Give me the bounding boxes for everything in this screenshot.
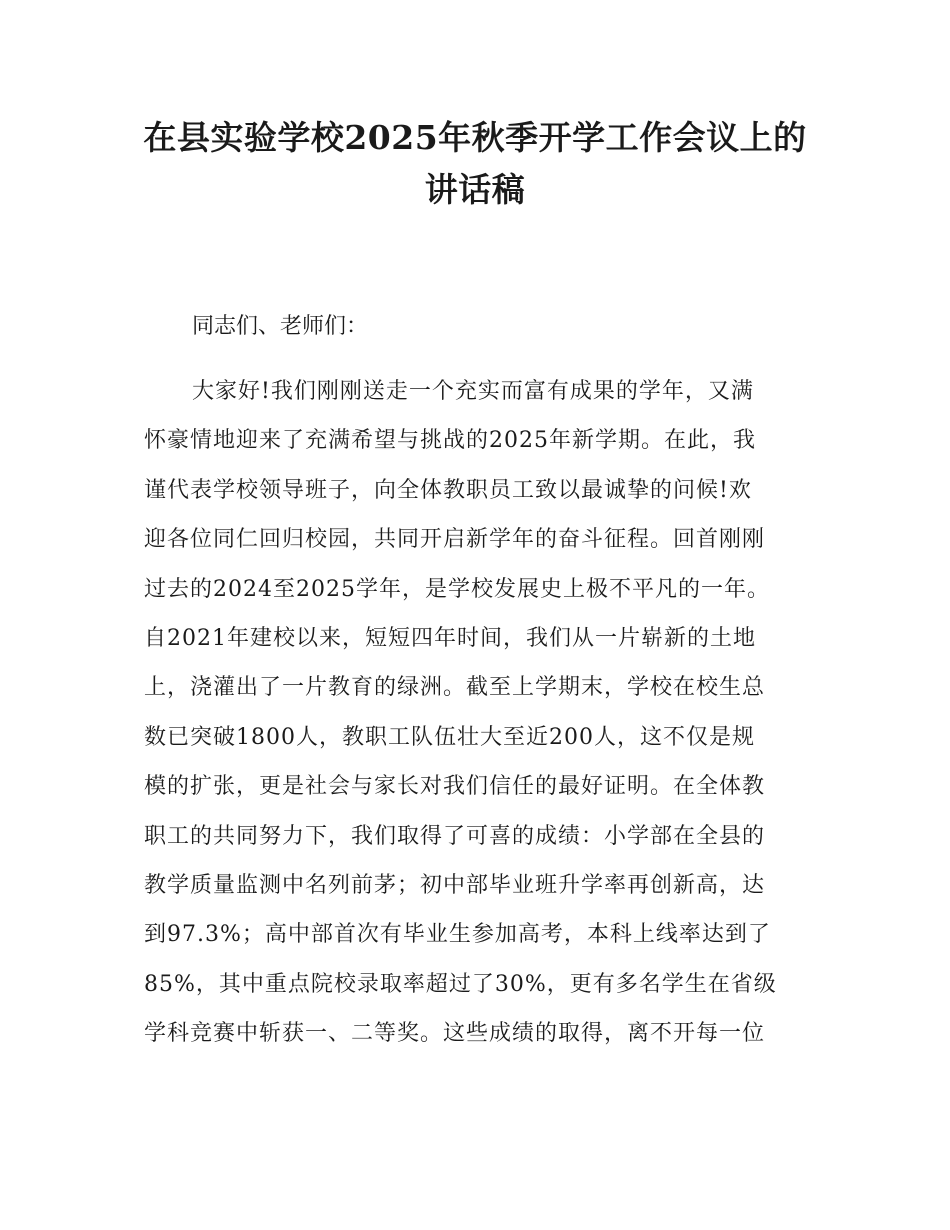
body-line: 谨代表学校领导班子，向全体教职员工致以最诚挚的问候!欢 — [144, 477, 752, 503]
body-line: 怀豪情地迎来了充满希望与挑战的2025年新学期。在此，我 — [144, 428, 756, 454]
salutation: 同志们、老师们： — [192, 314, 369, 339]
body-line: 教学质量监测中名列前茅；初中部毕业班升学率再创新高，达 — [144, 872, 766, 898]
title-line-1: 在县实验学校2025年秋季开学工作会议上的 — [143, 118, 807, 157]
body-line: 模的扩张，更是社会与家长对我们信任的最好证明。在全体教 — [144, 774, 766, 800]
body-line: 职工的共同努力下，我们取得了可喜的成绩：小学部在全县的 — [144, 823, 766, 849]
body-line: 到97.3%；高中部首次有毕业生参加高考，本科上线率达到了 — [144, 922, 771, 948]
body-line: 上，浇灌出了一片教育的绿洲。截至上学期末，学校在校生总 — [144, 675, 766, 701]
body-line: 自2021年建校以来，短短四年时间，我们从一片崭新的土地 — [144, 625, 756, 651]
body-line: 学科竞赛中斩获一、二等奖。这些成绩的取得，离不开每一位 — [144, 1021, 766, 1047]
body-line: 过去的2024至2025学年，是学校发展史上极不平凡的一年。 — [144, 576, 770, 602]
speech-body — [144, 367, 812, 1058]
body-line: 大家好!我们刚刚送走一个充实而富有成果的学年，又满 — [192, 379, 754, 404]
body-line: 85%，其中重点院校录取率超过了30%，更有多名学生在省级 — [144, 971, 777, 997]
document-title — [120, 112, 830, 216]
body-line: 数已突破1800人，教职工队伍壮大至近200人，这不仅是规 — [144, 724, 755, 750]
body-line: 迎各位同仁回归校园，共同开启新学年的奋斗征程。回首刚刚 — [144, 527, 766, 553]
title-line-2: 讲话稿 — [424, 170, 526, 209]
